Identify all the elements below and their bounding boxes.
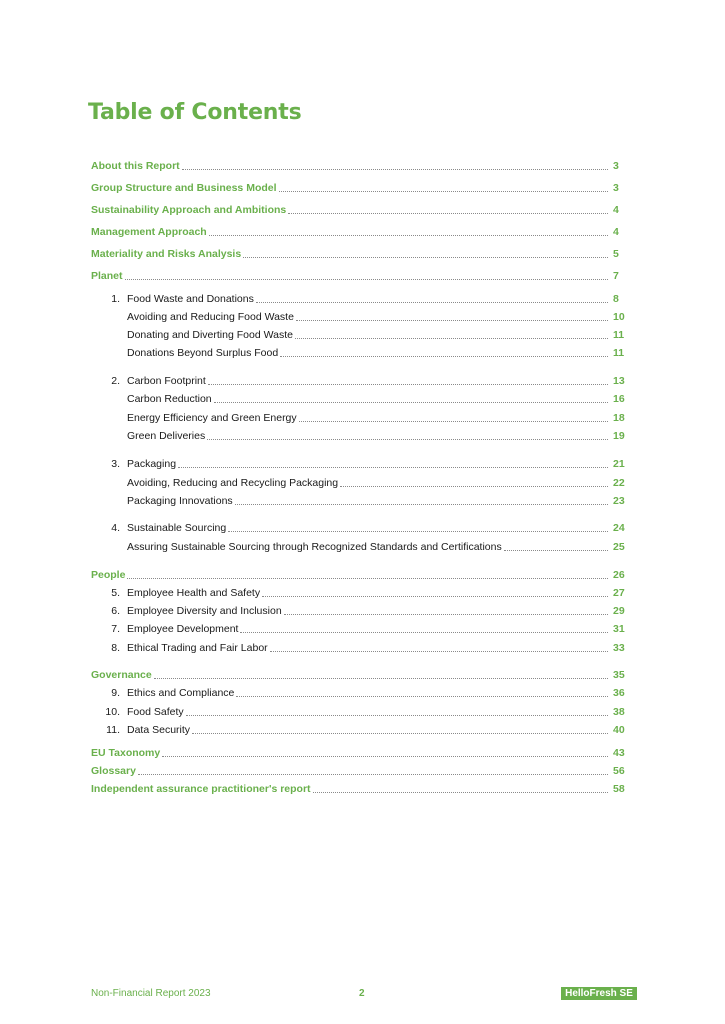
toc-entry-page: 16 bbox=[613, 393, 625, 405]
toc-entry[interactable] bbox=[0, 782, 725, 796]
toc-entry-page: 36 bbox=[613, 687, 625, 699]
toc-dot-leader bbox=[209, 235, 608, 236]
toc-entry[interactable] bbox=[0, 494, 725, 508]
toc-entry-number: 1. bbox=[111, 293, 120, 305]
toc-entry-number: 10. bbox=[105, 706, 120, 718]
toc-entry[interactable] bbox=[0, 705, 725, 719]
page-title: Table of Contents bbox=[88, 100, 302, 125]
toc-entry-label: Packaging bbox=[127, 458, 177, 470]
toc-dot-leader bbox=[299, 421, 608, 422]
toc-entry-label: Employee Health and Safety bbox=[127, 587, 261, 599]
toc-entry-label: Planet bbox=[91, 270, 123, 282]
toc-entry-page: 27 bbox=[613, 587, 625, 599]
toc-entry[interactable] bbox=[0, 457, 725, 471]
toc-dot-leader bbox=[236, 696, 608, 697]
toc-entry[interactable] bbox=[0, 269, 725, 283]
toc-entry-label: Management Approach bbox=[91, 226, 207, 238]
toc-entry[interactable] bbox=[0, 686, 725, 700]
toc-entry-number: 7. bbox=[111, 623, 120, 635]
toc-entry-label: Governance bbox=[91, 669, 152, 681]
toc-dot-leader bbox=[235, 504, 608, 505]
footer-brand-badge: HelloFresh SE bbox=[561, 987, 637, 1000]
toc-entry-number: 2. bbox=[111, 375, 120, 387]
toc-entry[interactable] bbox=[0, 310, 725, 324]
toc-entry-label: People bbox=[91, 569, 126, 581]
toc-entry-label: Donating and Diverting Food Waste bbox=[127, 329, 293, 341]
toc-entry[interactable] bbox=[0, 159, 725, 173]
toc-entry-page: 40 bbox=[613, 724, 625, 736]
toc-entry-page: 29 bbox=[613, 605, 625, 617]
toc-dot-leader bbox=[240, 632, 608, 633]
toc-entry-page: 3 bbox=[613, 182, 619, 194]
toc-entry-number: 4. bbox=[111, 522, 120, 534]
toc-entry-label: Packaging Innovations bbox=[127, 495, 233, 507]
toc-dot-leader bbox=[504, 550, 608, 551]
toc-dot-leader bbox=[228, 531, 608, 532]
toc-entry-page: 35 bbox=[613, 669, 625, 681]
toc-entry-page: 10 bbox=[613, 311, 625, 323]
footer-page-number: 2 bbox=[359, 988, 365, 999]
toc-entry-label: Sustainability Approach and Ambitions bbox=[91, 204, 287, 216]
toc-dot-leader bbox=[288, 213, 608, 214]
toc-entry-label: Food Waste and Donations bbox=[127, 293, 254, 305]
toc-dot-leader bbox=[243, 257, 608, 258]
toc-entry-page: 21 bbox=[613, 458, 625, 470]
footer-report-name: Non-Financial Report 2023 bbox=[91, 988, 211, 999]
toc-entry-number: 6. bbox=[111, 605, 120, 617]
toc-entry-label: Ethical Trading and Fair Labor bbox=[127, 642, 268, 654]
toc-dot-leader bbox=[279, 191, 608, 192]
toc-entry[interactable] bbox=[0, 723, 725, 737]
toc-entry-label: Sustainable Sourcing bbox=[127, 522, 227, 534]
toc-dot-leader bbox=[270, 651, 608, 652]
toc-entry-page: 23 bbox=[613, 495, 625, 507]
toc-dot-leader bbox=[154, 678, 608, 679]
toc-dot-leader bbox=[256, 302, 608, 303]
toc-entry-label: Employee Development bbox=[127, 623, 239, 635]
toc-entry[interactable] bbox=[0, 641, 725, 655]
toc-entry[interactable] bbox=[0, 181, 725, 195]
toc-entry-page: 31 bbox=[613, 623, 625, 635]
toc-entry[interactable] bbox=[0, 374, 725, 388]
toc-entry[interactable] bbox=[0, 622, 725, 636]
toc-dot-leader bbox=[280, 356, 608, 357]
toc-dot-leader bbox=[295, 338, 608, 339]
toc-entry[interactable] bbox=[0, 203, 725, 217]
toc-entry[interactable] bbox=[0, 328, 725, 342]
toc-entry-page: 4 bbox=[613, 226, 619, 238]
toc-entry-label: EU Taxonomy bbox=[91, 747, 161, 759]
toc-entry-page: 7 bbox=[613, 270, 619, 282]
toc-entry-label: Materiality and Risks Analysis bbox=[91, 248, 242, 260]
toc-entry-page: 22 bbox=[613, 477, 625, 489]
toc-entry-page: 25 bbox=[613, 541, 625, 553]
toc-dot-leader bbox=[178, 467, 608, 468]
toc-entry-label: Food Safety bbox=[127, 706, 184, 718]
toc-dot-leader bbox=[313, 792, 608, 793]
toc-entry-label: Carbon Footprint bbox=[127, 375, 206, 387]
toc-entry-page: 43 bbox=[613, 747, 625, 759]
toc-entry[interactable] bbox=[0, 746, 725, 760]
toc-entry-page: 26 bbox=[613, 569, 625, 581]
toc-entry-label: About this Report bbox=[91, 160, 180, 172]
toc-entry[interactable] bbox=[0, 247, 725, 261]
toc-dot-leader bbox=[340, 486, 608, 487]
toc-dot-leader bbox=[138, 774, 608, 775]
toc-entry-page: 56 bbox=[613, 765, 625, 777]
toc-entry[interactable] bbox=[0, 346, 725, 360]
toc-entry-number: 5. bbox=[111, 587, 120, 599]
toc-entry[interactable] bbox=[0, 604, 725, 618]
toc-entry-page: 5 bbox=[613, 248, 619, 260]
toc-entry-page: 11 bbox=[613, 347, 625, 359]
toc-entry-label: Donations Beyond Surplus Food bbox=[127, 347, 279, 359]
toc-dot-leader bbox=[162, 756, 608, 757]
toc-entry-label: Green Deliveries bbox=[127, 430, 206, 442]
toc-entry-page: 3 bbox=[613, 160, 619, 172]
toc-entry-page: 19 bbox=[613, 430, 625, 442]
toc-entry[interactable] bbox=[0, 540, 725, 554]
toc-entry-number: 3. bbox=[111, 458, 120, 470]
toc-dot-leader bbox=[214, 402, 608, 403]
toc-entry-page: 18 bbox=[613, 412, 625, 424]
toc-entry-label: Energy Efficiency and Green Energy bbox=[127, 412, 297, 424]
toc-entry[interactable] bbox=[0, 429, 725, 443]
toc-entry[interactable] bbox=[0, 568, 725, 582]
toc-entry-label: Carbon Reduction bbox=[127, 393, 212, 405]
toc-entry-label: Avoiding, Reducing and Recycling Packaging bbox=[127, 477, 339, 489]
toc-entry-label: Ethics and Compliance bbox=[127, 687, 235, 699]
toc-entry-label: Employee Diversity and Inclusion bbox=[127, 605, 282, 617]
toc-entry[interactable] bbox=[0, 292, 725, 306]
toc-entry[interactable] bbox=[0, 521, 725, 535]
toc-dot-leader bbox=[125, 279, 608, 280]
toc-dot-leader bbox=[182, 169, 608, 170]
toc-entry-page: 13 bbox=[613, 375, 625, 387]
toc-entry-label: Group Structure and Business Model bbox=[91, 182, 277, 194]
toc-entry[interactable] bbox=[0, 476, 725, 490]
toc-entry-page: 24 bbox=[613, 522, 625, 534]
toc-entry-page: 33 bbox=[613, 642, 625, 654]
toc-dot-leader bbox=[207, 439, 608, 440]
toc-entry-label: Avoiding and Reducing Food Waste bbox=[127, 311, 294, 323]
toc-entry-number: 9. bbox=[111, 687, 120, 699]
toc-entry-label: Independent assurance practitioner's report bbox=[91, 783, 311, 795]
toc-entry[interactable] bbox=[0, 225, 725, 239]
toc-entry-page: 8 bbox=[613, 293, 619, 305]
toc-entry-label: Data Security bbox=[127, 724, 191, 736]
toc-entry-label: Assuring Sustainable Sourcing through Recognized Standards and Certifications bbox=[127, 541, 502, 553]
toc-dot-leader bbox=[284, 614, 608, 615]
toc-dot-leader bbox=[127, 578, 608, 579]
toc-entry[interactable] bbox=[0, 668, 725, 682]
toc-entry-number: 8. bbox=[111, 642, 120, 654]
toc-entry-page: 38 bbox=[613, 706, 625, 718]
toc-entry-page: 4 bbox=[613, 204, 619, 216]
toc-entry[interactable] bbox=[0, 586, 725, 600]
toc-entry[interactable] bbox=[0, 764, 725, 778]
toc-dot-leader bbox=[208, 384, 608, 385]
toc-entry-label: Glossary bbox=[91, 765, 136, 777]
toc-dot-leader bbox=[296, 320, 608, 321]
toc-dot-leader bbox=[262, 596, 608, 597]
toc-entry-page: 58 bbox=[613, 783, 625, 795]
toc-dot-leader bbox=[192, 733, 608, 734]
toc-dot-leader bbox=[186, 715, 608, 716]
toc-entry[interactable] bbox=[0, 392, 725, 406]
toc-entry-number: 11. bbox=[106, 724, 120, 736]
toc-entry[interactable] bbox=[0, 411, 725, 425]
toc-entry-page: 11 bbox=[613, 329, 625, 341]
